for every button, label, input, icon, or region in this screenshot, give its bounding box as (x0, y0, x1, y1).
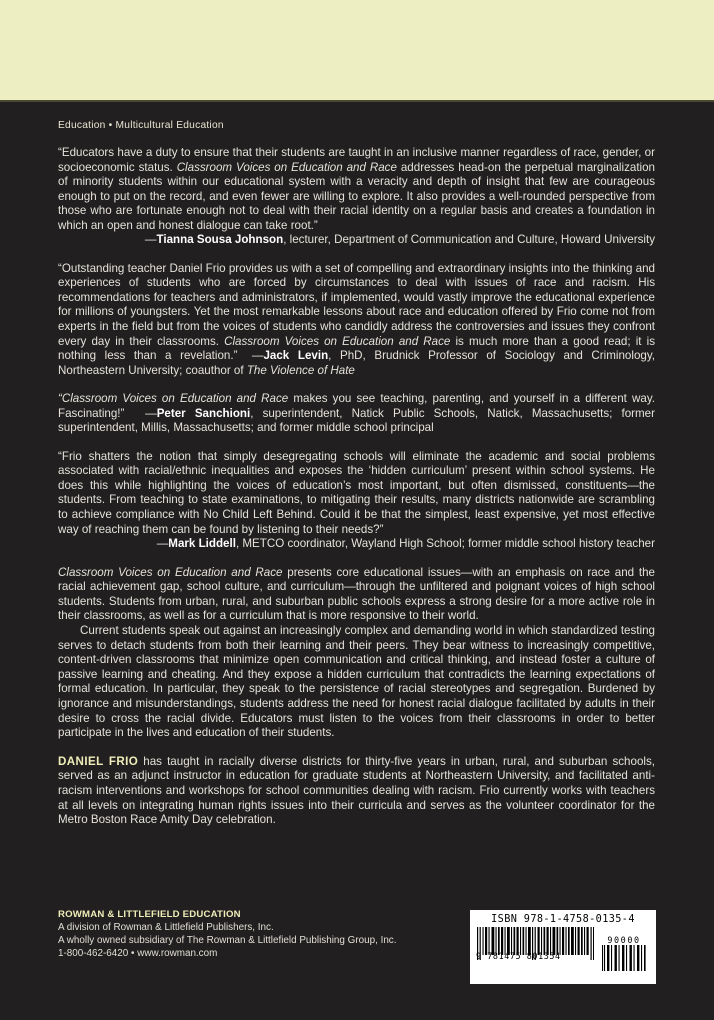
em-dash: — (145, 406, 157, 420)
blurb-levin (58, 262, 655, 378)
publisher-contact-line: 1-800-462-6420 • www.rowman.com (58, 948, 218, 960)
isbn-barcode (470, 910, 656, 984)
publisher-block (58, 908, 438, 961)
blurb-levin-attrib-name: Jack Levin (263, 349, 329, 363)
blurb-johnson-attrib-rest: , lecturer, Department of Communication and Culture, Howard University (283, 233, 655, 247)
book-description (58, 566, 655, 741)
blurb-levin-title-mention: Classroom Voices on Education and Race (224, 334, 451, 348)
description-title-mention: Classroom Voices on Education and Race (58, 565, 283, 579)
blurb-johnson-text-2: addresses head-on the perpetual marginalization of minority students within our educational system with a veracity and depth of insight that few are courageous enough to put on the record, and even fewer are willing to explore. It also provides a well-rounded perspective from those who are fortunate enough not to deal with their racial identity on a regular basis and creates a foundation in which an open and honest dialogue can take root.” (58, 160, 656, 232)
em-dash: — (156, 537, 169, 551)
blurb-levin-text-2: is much more than a good read; it is nothing less than a revelation.” (58, 334, 656, 363)
blurb-johnson-attrib-name: Tianna Sousa Johnson (156, 233, 284, 247)
blurb-sanchioni-attrib-name: Peter Sanchioni (156, 406, 251, 420)
ean5-addon-bars-icon (601, 945, 647, 971)
category-line: Education • Multicultural Education (58, 120, 224, 131)
top-color-band (0, 0, 714, 100)
isbn-number: ISBN 978-1-4758-0135-4 (491, 914, 635, 925)
publisher-division-line: A division of Rowman & Littlefield Publishers, Inc. (58, 922, 274, 933)
cover-content (0, 102, 714, 1020)
blurb-liddell-attrib-rest: , METCO coordinator, Wayland High School; former middle school history teacher (235, 537, 655, 551)
blurb-levin-attrib-rest: , PhD, Brudnick Professor of Sociology and Criminology, Northeastern University; coauthor of (58, 349, 655, 377)
blurb-sanchioni-attrib-rest: , superintendent, Natick Public Schools, Natick, Massachusetts; former superintendent, Millis, Massachusetts; and former middle school principal (58, 406, 655, 435)
blurb-liddell-attribution (58, 537, 655, 552)
blurb-johnson-text-1: “Educators have a duty to ensure that their students are taught in an inclusive manner regardless of race, gender, or socioeconomic status. (58, 146, 655, 174)
description-paragraph-1 (58, 566, 655, 624)
blurb-liddell-text-1: “Frio shatters the notion that simply desegregating schools will eliminate the academic and social problems associated with racial/ethnic inequalities and exposes the ‘hidden curriculum’ present within school systems. He does this while highlighting the voices of education’s most important, but often dismissed, constituents—the students. From teaching to state examinations, to mitigating their results, many districts nationwide are scrambling to achieve compliance with No Child Left Behind. Could it be that the simplest, least expensive, yet most effective way of reaching them can be found by listening to their needs?” (58, 449, 655, 536)
author-bio (58, 755, 655, 828)
ean13-digits: 9 781475 801354 (476, 951, 561, 961)
barcode-bars-row (476, 927, 650, 971)
blurb-liddell-attrib-name: Mark Liddell (168, 537, 236, 551)
author-name: DANIEL FRIO (58, 754, 139, 768)
author-bio-text: has taught in racially diverse districts for thirty-five years in urban, rural, and suburban schools, served as an adjunct instructor in education for graduate students at Northeastern University, and facilitated anti-racism interventions and workshops for school communities dealing with racism. Frio currently works with teachers at all levels on integrating human rights issues into their curricula and serves as the volunteer coordinator for the Metro Boston Race Amity Day celebration. (58, 754, 655, 827)
blurb-liddell (58, 450, 655, 552)
ean5-addon-barcode (601, 936, 647, 971)
publisher-name: ROWMAN & LITTLEFIELD EDUCATION (58, 909, 241, 920)
blurb-levin-attrib-title: The Violence of Hate (246, 363, 355, 377)
publisher-subsidiary-line: A wholly owned subsidiary of The Rowman & Littlefield Publishing Group, Inc. (58, 935, 397, 947)
em-dash: — (251, 349, 264, 363)
ean5-addon-digits: 90000 (607, 935, 641, 945)
blurb-johnson-attribution (58, 233, 655, 248)
blurb-sanchioni (58, 392, 655, 436)
blurb-johnson (58, 146, 655, 248)
blurb-johnson-title-mention: Classroom Voices on Education and Race (176, 160, 397, 174)
blurb-sanchioni-title-mention: “Classroom Voices on Education and Race (58, 392, 289, 406)
blurb-sanchioni-text-2: makes you see teaching, parenting, and yourself in a different way. Fascinating!” (58, 392, 656, 420)
description-text-1: presents core educational issues—with an emphasis on race and the racial achievement gap, school culture, and curriculum—through the unfiltered and poignant voices of high school students. Students from urban, rural, and suburban public schools express a strong desire for a more active role in their classrooms, as well as for a curriculum that is more responsive to their world. (58, 565, 655, 623)
ean13-barcode (476, 927, 594, 961)
blurb-levin-text-1: “Outstanding teacher Daniel Frio provides us with a set of compelling and extraordinary insights into the thinking and experiences of students who are forced by circumstances to deal with issues of race and racism. His recommendations for teachers and administrators, if implemented, would vastly improve the educational experience for millions of youngsters. Yet the most remarkable lessons about race and education offered by Frio come not from experts in the field but from the voices of students who candidly address the controversies and issues they confront every day in their classrooms. (58, 261, 655, 348)
em-dash: — (144, 233, 157, 247)
description-paragraph-2: Current students speak out against an increasingly complex and demanding world in which standardized testing serves to detach students from both their learning and their peers. They bear witness to increasingly competitive, content-driven classrooms that minimize open communication and critical thinking, and instead foster a culture of passive learning and cheating. And they expose a hidden curriculum that contradicts the learning expectations of formal education. In particular, they speak to the persistence of racial stereotypes and segregation. Burdened by ignorance and misunderstandings, students address the need for honest racial dialogue facilitated by adults in their desire to cross the racial divide. Educators must listen to the voices from their classrooms in order to better participate in the lives and education of their students. (58, 624, 655, 740)
